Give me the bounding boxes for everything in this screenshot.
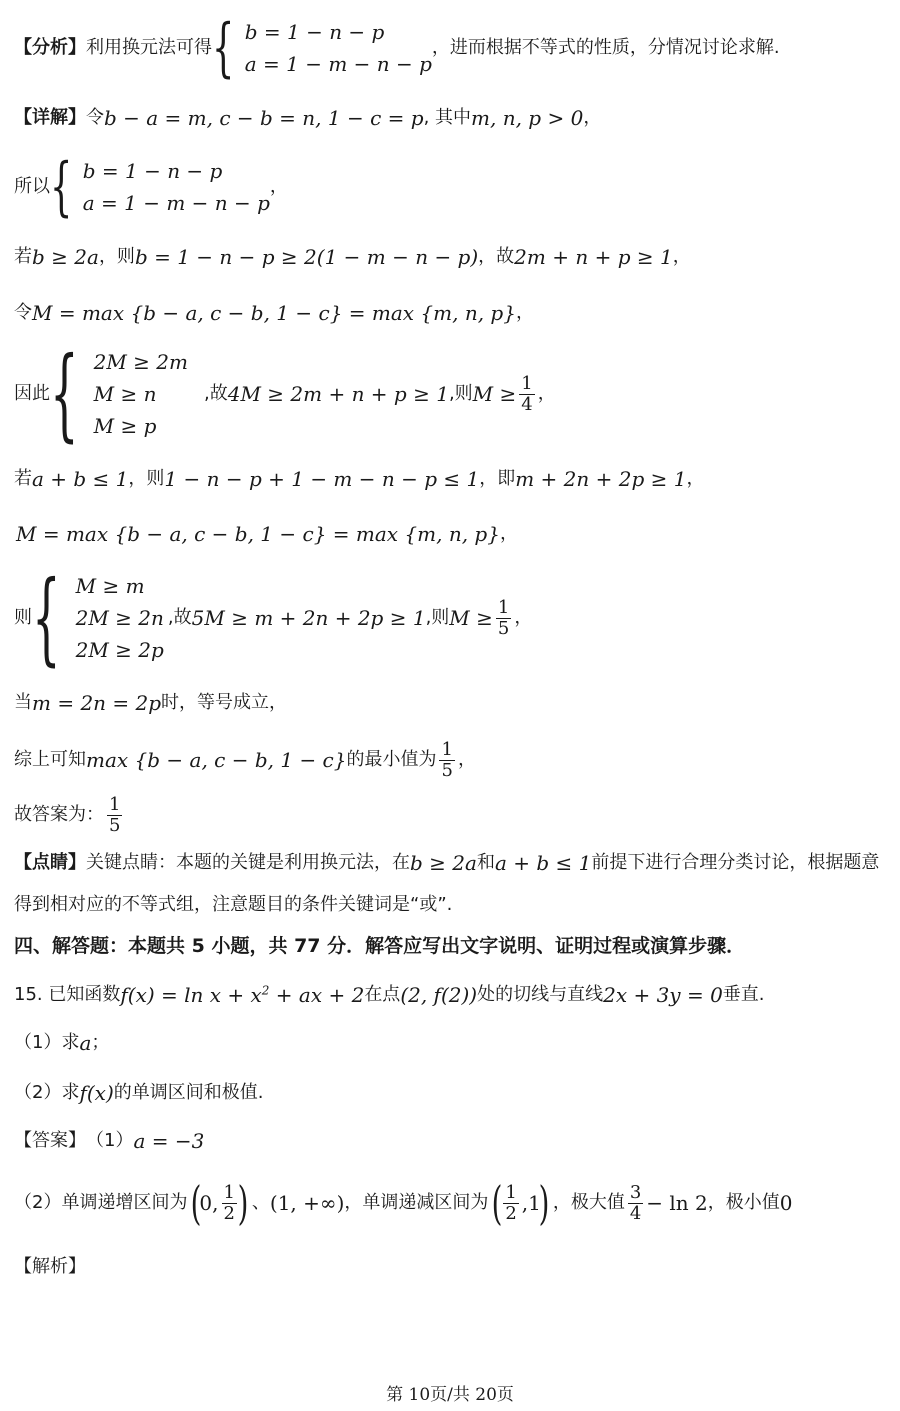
math-expr: (2, f(2)) [400,983,478,1007]
math-expr: m, n, p > 0 [471,106,584,130]
math-expr: 5M ≥ m + 2n + 2p ≥ 1 [191,606,426,630]
numerator: 1 [497,596,510,618]
summary-text-2: 的最小值为 [346,749,437,771]
tip-label: 【点睛】 [14,852,86,874]
max-m-line [16,519,884,549]
tip-text: 关键点睛：本题的关键是利用换元法，在 [86,852,410,874]
summary-text: 综上可知 [14,749,86,771]
fraction [222,1183,237,1224]
denominator: 2 [223,1202,235,1224]
numerator: 1 [109,793,121,815]
so-text: 所以 [14,176,50,198]
detail-text: 令 [86,107,104,129]
case2-line [14,464,884,494]
math-expr: b − a = m, c − b = n, 1 − c = p [104,106,424,130]
then-text-2: ,故 [167,607,192,629]
math-expr: max {b − a, c − b, 1 − c} [86,748,347,772]
analysis-label: 【分析】 [14,37,86,59]
question-15-part-1 [14,1028,884,1058]
denominator: 5 [109,814,121,836]
right-paren: ) [237,1176,249,1230]
equation-system [94,346,188,442]
let-m-line [14,298,884,328]
equality-text: 当 [14,692,32,714]
case1-line [14,242,884,272]
question-15-part-2 [14,1077,884,1109]
section-heading [14,930,884,962]
math-expr: 0 [779,1191,793,1215]
denominator: 4 [629,1202,642,1224]
therefore-text-3: ,则 [448,383,473,405]
analysis-text: 利用换元法可得 [86,37,212,59]
system-row: b = 1 − n − p [82,159,223,183]
math-part: f(x) = ln x + x [120,983,262,1007]
separator-text: 、 [251,1192,270,1214]
answer-part-text: （2）单调递增区间为 [14,1192,188,1214]
answer-15-part-2 [14,1175,884,1231]
answer-part-text: （1） [86,1130,134,1152]
brace: { [212,11,235,85]
fraction [107,795,122,836]
question-15 [14,978,884,1012]
equality-line [14,688,884,718]
question-text-4: 垂直. [722,984,765,1006]
section-title: 四、解答题：本题共 5 小题，共 77 分．解答应写出文字说明、证明过程或演算步骤． [14,934,746,957]
analysis-2-line [14,1252,884,1282]
case2-text: 若 [14,468,32,490]
fraction [503,1183,518,1224]
answer-line [14,789,884,841]
system-row: b = 1 − n − p [244,20,385,44]
fraction [439,740,454,781]
tip-text-2: 和 [476,852,495,874]
case1-text-2: ，则 [98,246,135,268]
math-expr: (1, +∞) [269,1191,345,1215]
answer-15-line [14,1126,884,1156]
answer-text: 故答案为： [14,804,104,826]
case1-text: 若 [14,246,32,268]
part-text: （1）求 [14,1032,80,1054]
so-text-2: ， [269,176,288,198]
system-row: M ≥ m [75,574,145,598]
analysis-text-2: ，进而根据不等式的性质，分情况讨论求解. [431,37,780,59]
system-row: a = 1 − m − n − p [82,191,270,215]
numerator: 1 [223,1181,235,1203]
max-m-text: ， [499,523,518,545]
numerator: 1 [441,738,453,760]
fraction [628,1183,643,1224]
answer-part-text-4: ，极小值 [707,1192,780,1214]
math-expr: 2m + n + p ≥ 1 [514,245,673,269]
then-text-3: ,则 [425,607,450,629]
brace: { [50,150,73,224]
therefore-line [14,335,884,452]
left-paren: ( [191,1176,202,1230]
system-row: a = 1 − m − n − p [244,52,432,76]
math-expr: f(x) [79,1081,114,1105]
tip-line-1 [14,848,884,878]
math-part: + ax + 2 [269,983,365,1007]
math-expr: a + b ≤ 1 [32,467,129,491]
equation-system [83,155,270,219]
case1-text-3: ，故 [478,246,515,268]
fraction [519,374,534,415]
case2-text-4: ， [686,468,705,490]
system-row: 2M ≥ 2n [75,606,164,630]
answer-part-text-2: ，单调递减区间为 [344,1192,489,1214]
therefore-text: 因此 [14,383,50,405]
math-expr: b ≥ 2a [32,245,99,269]
denominator: 4 [521,393,533,415]
math-expr: 1 − n − p + 1 − m − n − p ≤ 1 [164,467,480,491]
let-m-text: 令 [14,302,32,324]
question-text-3: 处的切线与直线 [477,984,604,1006]
math-expr: a [79,1031,92,1055]
math-expr: m = 2n = 2p [32,691,162,715]
numerator: 1 [505,1181,517,1203]
analysis-line [14,11,884,85]
math-expr: a + b ≤ 1 [494,851,592,875]
question-number-text: 15. 已知函数 [14,984,121,1006]
system-row: M ≥ p [93,414,157,438]
page-footer: 第 10页/共 20页 [386,1385,514,1405]
tip-text-4: 得到相对应的不等式组，注意题目的条件关键词是“或”. [14,894,453,916]
brace: { [50,335,79,452]
math-expr: m + 2n + 2p ≥ 1 [515,467,687,491]
tip-line-2 [14,890,884,920]
case2-text-3: ，即 [479,468,516,490]
case1-text-4: ， [672,246,691,268]
therefore-text-2: ,故 [204,383,228,405]
numerator: 3 [629,1181,642,1203]
equality-text-2: 时，等号成立， [161,692,288,714]
fraction [496,598,511,639]
tip-text-3: 前提下进行合理分类讨论，根据题意 [591,852,880,874]
part-text: （2）求 [14,1082,80,1104]
math-expr: ,1 [521,1191,541,1215]
then-text: 则 [14,607,32,629]
math-expr: a = −3 [133,1129,205,1153]
equation-system [245,16,432,80]
therefore-text-4: ， [537,383,556,405]
detail-text-2: , 其中 [423,107,472,129]
summary-line [14,734,884,786]
math-expr: 0, [199,1191,219,1215]
analysis-2-label: 【解析】 [14,1256,86,1278]
detail-text-3: ， [583,107,602,129]
case2-text-2: ，则 [128,468,165,490]
answer-label: 【答案】 [14,1130,86,1152]
math-expr: b ≥ 2a [410,851,477,875]
system-row: 2M ≥ 2m [93,350,188,374]
equation-system [76,570,164,666]
then-text-4: ， [514,607,533,629]
math-expr: 4M ≥ 2m + n + p ≥ 1 [227,382,449,406]
system-row: 2M ≥ 2p [75,638,164,662]
detail-label: 【详解】 [14,107,86,129]
numerator: 1 [521,372,533,394]
math-expr: M = max {b − a, c − b, 1 − c} = max {m, n, p} [32,301,516,325]
math-expr: M = max {b − a, c − b, 1 − c} = max {m, n, p} [16,522,500,546]
detail-line [14,103,884,133]
so-line [14,150,884,224]
answer-part-text-3: ，极大值 [552,1192,625,1214]
denominator: 5 [441,759,453,781]
part-text-2: ； [91,1032,110,1054]
system-row: M ≥ n [93,382,157,406]
then-line [14,559,884,676]
right-paren: ) [538,1176,550,1230]
summary-text-3: ， [457,749,476,771]
math-expr: − ln 2 [646,1191,708,1215]
math-expr: M ≥ [449,606,493,630]
math-expr: M ≥ [472,382,517,406]
let-m-text-2: ， [515,302,534,324]
math-expr [120,983,364,1007]
denominator: 2 [505,1202,517,1224]
math-expr: 2x + 3y = 0 [603,983,723,1007]
exponent: 2 [261,983,270,998]
left-paren: ( [491,1176,503,1230]
part-text-2: 的单调区间和极值. [113,1082,264,1104]
brace: { [32,559,61,676]
math-expr: b = 1 − n − p ≥ 2(1 − m − n − p) [134,245,479,269]
denominator: 5 [497,617,510,639]
question-text-2: 在点 [364,984,401,1006]
